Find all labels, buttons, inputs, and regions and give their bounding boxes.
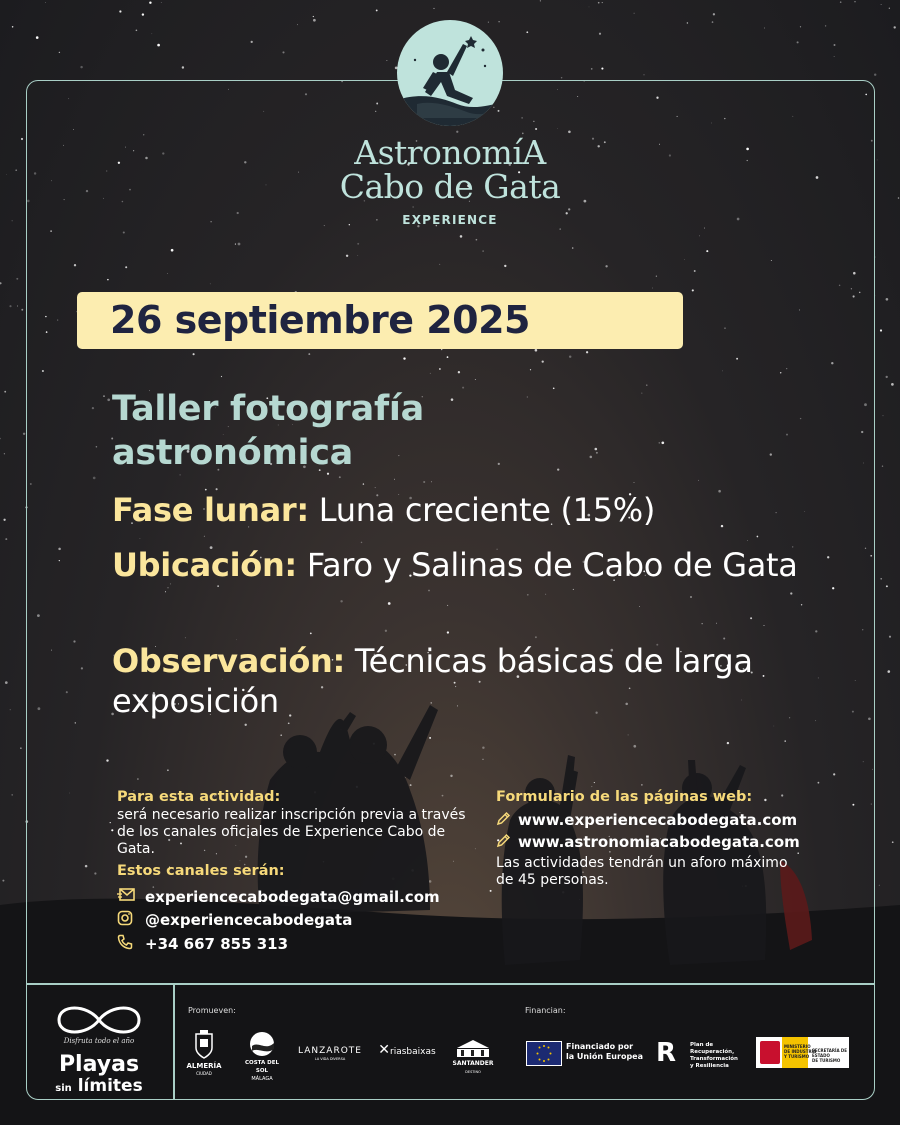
astronomia-logo (330, 20, 570, 227)
phone-icon (117, 934, 145, 954)
costa-del-sol-icon (248, 1031, 276, 1057)
detail-location-label: Ubicación: (112, 546, 297, 584)
pencil-icon (496, 833, 518, 852)
activity-body: será necesario realizar inscripción previa a través de los canales oficiales de Experience Cabo de Gata. (117, 807, 466, 857)
activity-heading: Para esta actividad: (117, 789, 281, 805)
playas-title: Playas (58, 1052, 140, 1077)
almeria-sub: CIUDAD (196, 1071, 212, 1076)
gov-line4: SECRETARÍA DE ESTADO (812, 1048, 847, 1058)
santander-name: SANTANDER (452, 1060, 494, 1067)
financian-label: Financian: (525, 1006, 566, 1015)
detail-observation (112, 641, 832, 721)
contact-email-text: experiencecabodegata@gmail.com (145, 887, 440, 906)
almeria-logo (186, 1030, 222, 1078)
secretary-text (812, 1048, 849, 1063)
event-title (112, 387, 812, 475)
logo-subtitle: EXPERIENCE (402, 213, 498, 227)
web-info (496, 788, 866, 889)
pencil-icon (496, 811, 518, 830)
gov-line1: MINISTERIO (784, 1044, 811, 1049)
event-title-line1: Taller fotografía (112, 389, 424, 429)
almeria-crest-icon (194, 1030, 214, 1060)
event-title-line2: astronómica (112, 433, 353, 473)
costa-del-sol-name: COSTA DEL SOL (245, 1060, 279, 1074)
eu-flag-icon (526, 1041, 562, 1066)
detail-location (112, 545, 832, 585)
footer-divider-line (27, 983, 874, 985)
playas-sin-limites-logo (44, 1000, 154, 1098)
event-date-banner: 26 septiembre 2025 (77, 292, 683, 349)
web-link-astronomia-text: www.astronomiacabodegata.com (518, 833, 800, 851)
eu-text-line2: la Unión Europea (566, 1052, 643, 1061)
contact-phone[interactable] (117, 932, 487, 956)
email-icon (117, 888, 145, 906)
plan-line3: Transformación (690, 1056, 738, 1062)
eu-text-line1: Financiado por (566, 1042, 634, 1051)
detail-moon-phase-value: Luna creciente (15%) (318, 491, 656, 529)
web-link-experience[interactable] (496, 809, 866, 831)
costa-del-sol-sub: MÁLAGA (251, 1076, 273, 1082)
stargazer-logo-icon (397, 20, 503, 126)
spanish-government-logo (756, 1037, 849, 1068)
santander-logo (448, 1036, 498, 1076)
logo-title-line2: Cabo de Gata (339, 167, 561, 206)
eu-funding-text (566, 1042, 643, 1062)
web-link-astronomia[interactable] (496, 831, 866, 853)
contact-instagram[interactable] (117, 909, 487, 933)
contact-instagram-text: @experiencecabodegata (145, 911, 353, 930)
almeria-name: ALMERÍA (186, 1062, 222, 1070)
riasbaixas-logo (376, 1042, 438, 1058)
contact-phone-text: +34 667 855 313 (145, 934, 289, 953)
gov-line3: Y TURISMO (784, 1054, 810, 1059)
spain-crest-icon (760, 1041, 780, 1064)
detail-observation-value: Técnicas básicas de larga exposición (112, 642, 753, 720)
lanzarote-sub: LA VIDA DIVERSA (314, 1057, 346, 1061)
lanzarote-logo (298, 1047, 362, 1063)
promueven-label: Promueven: (188, 1006, 236, 1015)
detail-observation-label: Observación: (112, 642, 345, 680)
riasbaixas-name: riasbaixas (390, 1047, 436, 1057)
web-heading: Formulario de las páginas web: (496, 789, 753, 805)
playas-limites: límites (77, 1076, 143, 1096)
capacity-note: Las actividades tendrán un aforo máximo de 45 personas. (496, 855, 788, 888)
web-link-experience-text: www.experiencecabodegata.com (518, 811, 798, 829)
recovery-plan-text (690, 1042, 738, 1070)
playas-subtitle (44, 1077, 154, 1098)
gov-line2: DE INDUSTRIA (784, 1049, 817, 1054)
playas-handwritten: Disfruta todo el año (63, 1037, 135, 1045)
registration-info (117, 788, 487, 956)
channels-heading: Estos canales serán: (117, 863, 285, 879)
detail-location-value: Faro y Salinas de Cabo de Gata (306, 546, 798, 584)
gov-line5: DE TURISMO (812, 1058, 841, 1063)
logo-title-line1: AstronomíA (354, 133, 546, 172)
riasbaixas-x-icon: ✕ (378, 1042, 391, 1058)
instagram-icon (117, 910, 145, 930)
recovery-plan-r-icon: R (656, 1038, 677, 1068)
contact-email[interactable] (117, 885, 487, 909)
detail-moon-phase (112, 490, 832, 530)
playas-sin: sin (55, 1083, 72, 1094)
plan-line2: Recuperación, (690, 1049, 735, 1055)
plan-line1: Plan de (690, 1042, 714, 1048)
footer-vertical-divider (173, 984, 175, 1099)
lanzarote-name: LANZAROTE (298, 1046, 362, 1056)
santander-sub: DESTINO (465, 1070, 481, 1074)
santander-building-icon (453, 1036, 493, 1058)
detail-moon-phase-label: Fase lunar: (112, 491, 309, 529)
plan-line4: y Resiliencia (690, 1063, 729, 1069)
costa-del-sol-logo (238, 1031, 286, 1083)
